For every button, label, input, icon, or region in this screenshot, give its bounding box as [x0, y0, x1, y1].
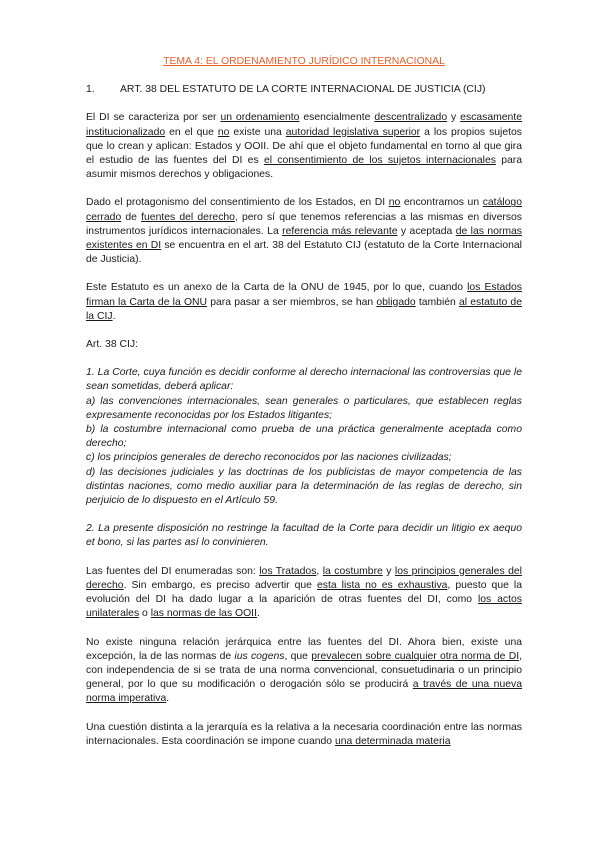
article-quote-2: 2. La presente disposición no restringe la facultad de la Corte para decidir un litigio ex aequo et bono, si las partes así lo convinieren. [86, 523, 522, 549]
paragraph-6: Una cuestión distinta a la jerarquía es la relativa a la necesaria coordinación entre las normas internacionales. Esta coordinación se impone cuando una determinada materia [86, 721, 522, 747]
paragraph-3: Este Estatuto es un anexo de la Carta de la ONU de 1945, por lo que, cuando los Estados firman la Carta de la ONU para pasar a ser miembros, se han obligado también al estatuto de la CIJ. [86, 282, 522, 322]
paragraph-1: El DI se caracteriza por ser un ordenamiento esencialmente descentralizado y escasamente institucionalizado en el que no existe una autoridad legislativa superior a los propios sujetos que lo crean y aplican: Estados y OOII. De ahí que el objeto fundamental en torno al que gira el estudio de las fuentes del DI es el consentimiento de los sujetos internacionales para asumir mismos derechos y obligaciones. [86, 112, 523, 181]
document-title: TEMA 4: EL ORDENAMIENTO JURÍDICO INTERNACIONAL [163, 56, 445, 67]
section-heading [86, 83, 522, 97]
article-quote-1: 1. La Corte, cuya función es decidir conforme al derecho internacional las controversias que le sean sometidas, deberá aplicar: a) las convenciones internacionales, sean generales o particulares, que establecen reglas expresamente reconocidas por los Estados litigantes; b) la costumbre internacional como prueba de una práctica generalmente aceptada como derecho; c) los principios generales de derecho reconocidos por las naciones civilizadas; d) las decisiones judiciales y las doctrinas de los publicistas de mayor competencia de las distintas naciones, como medio auxiliar para la determinación de las reglas de derecho, sin perjuicio de lo dispuesto en el Artículo 59. [86, 367, 522, 507]
paragraph-2: Dado el protagonismo del consentimiento de los Estados, en DI no encontramos un catálogo cerrado de fuentes del derecho, pero sí que tenemos referencias a las mismas en diversos instrumentos jurídicos internacionales. La referencia más relevante y aceptada de las normas existentes en DI se encuentra en el art. 38 del Estatuto CIJ (estatuto de la Corte Internacional de Justicia). [86, 197, 522, 266]
section-heading-text: ART. 38 DEL ESTATUTO DE LA CORTE INTERNACIONAL DE JUSTICIA (CIJ) [120, 84, 486, 96]
section-number: 1. [86, 84, 95, 96]
article-label: Art. 38 CIJ: [86, 339, 138, 351]
paragraph-5: No existe ninguna relación jerárquica entre las fuentes del DI. Ahora bien, existe una excepción, la de las normas de ius cogens, que prevalecen sobre cualquier otra norma de DI, con independencia de si se trata de una norma convencional, consuetudinaria o un principio general, por lo que su modificación o derogación sólo se producirá a través de una nueva norma imperativa. [86, 636, 523, 705]
paragraph-4: Las fuentes del DI enumeradas son: los Tratados, la costumbre y los principios generales del derecho. Sin embargo, es preciso advertir que esta lista no es exhaustiva, puesto que la evolución del DI ha dado lugar a la aparición de otras fuentes del DI, como los actos unilaterales o las normas de las OOII. [86, 565, 523, 620]
